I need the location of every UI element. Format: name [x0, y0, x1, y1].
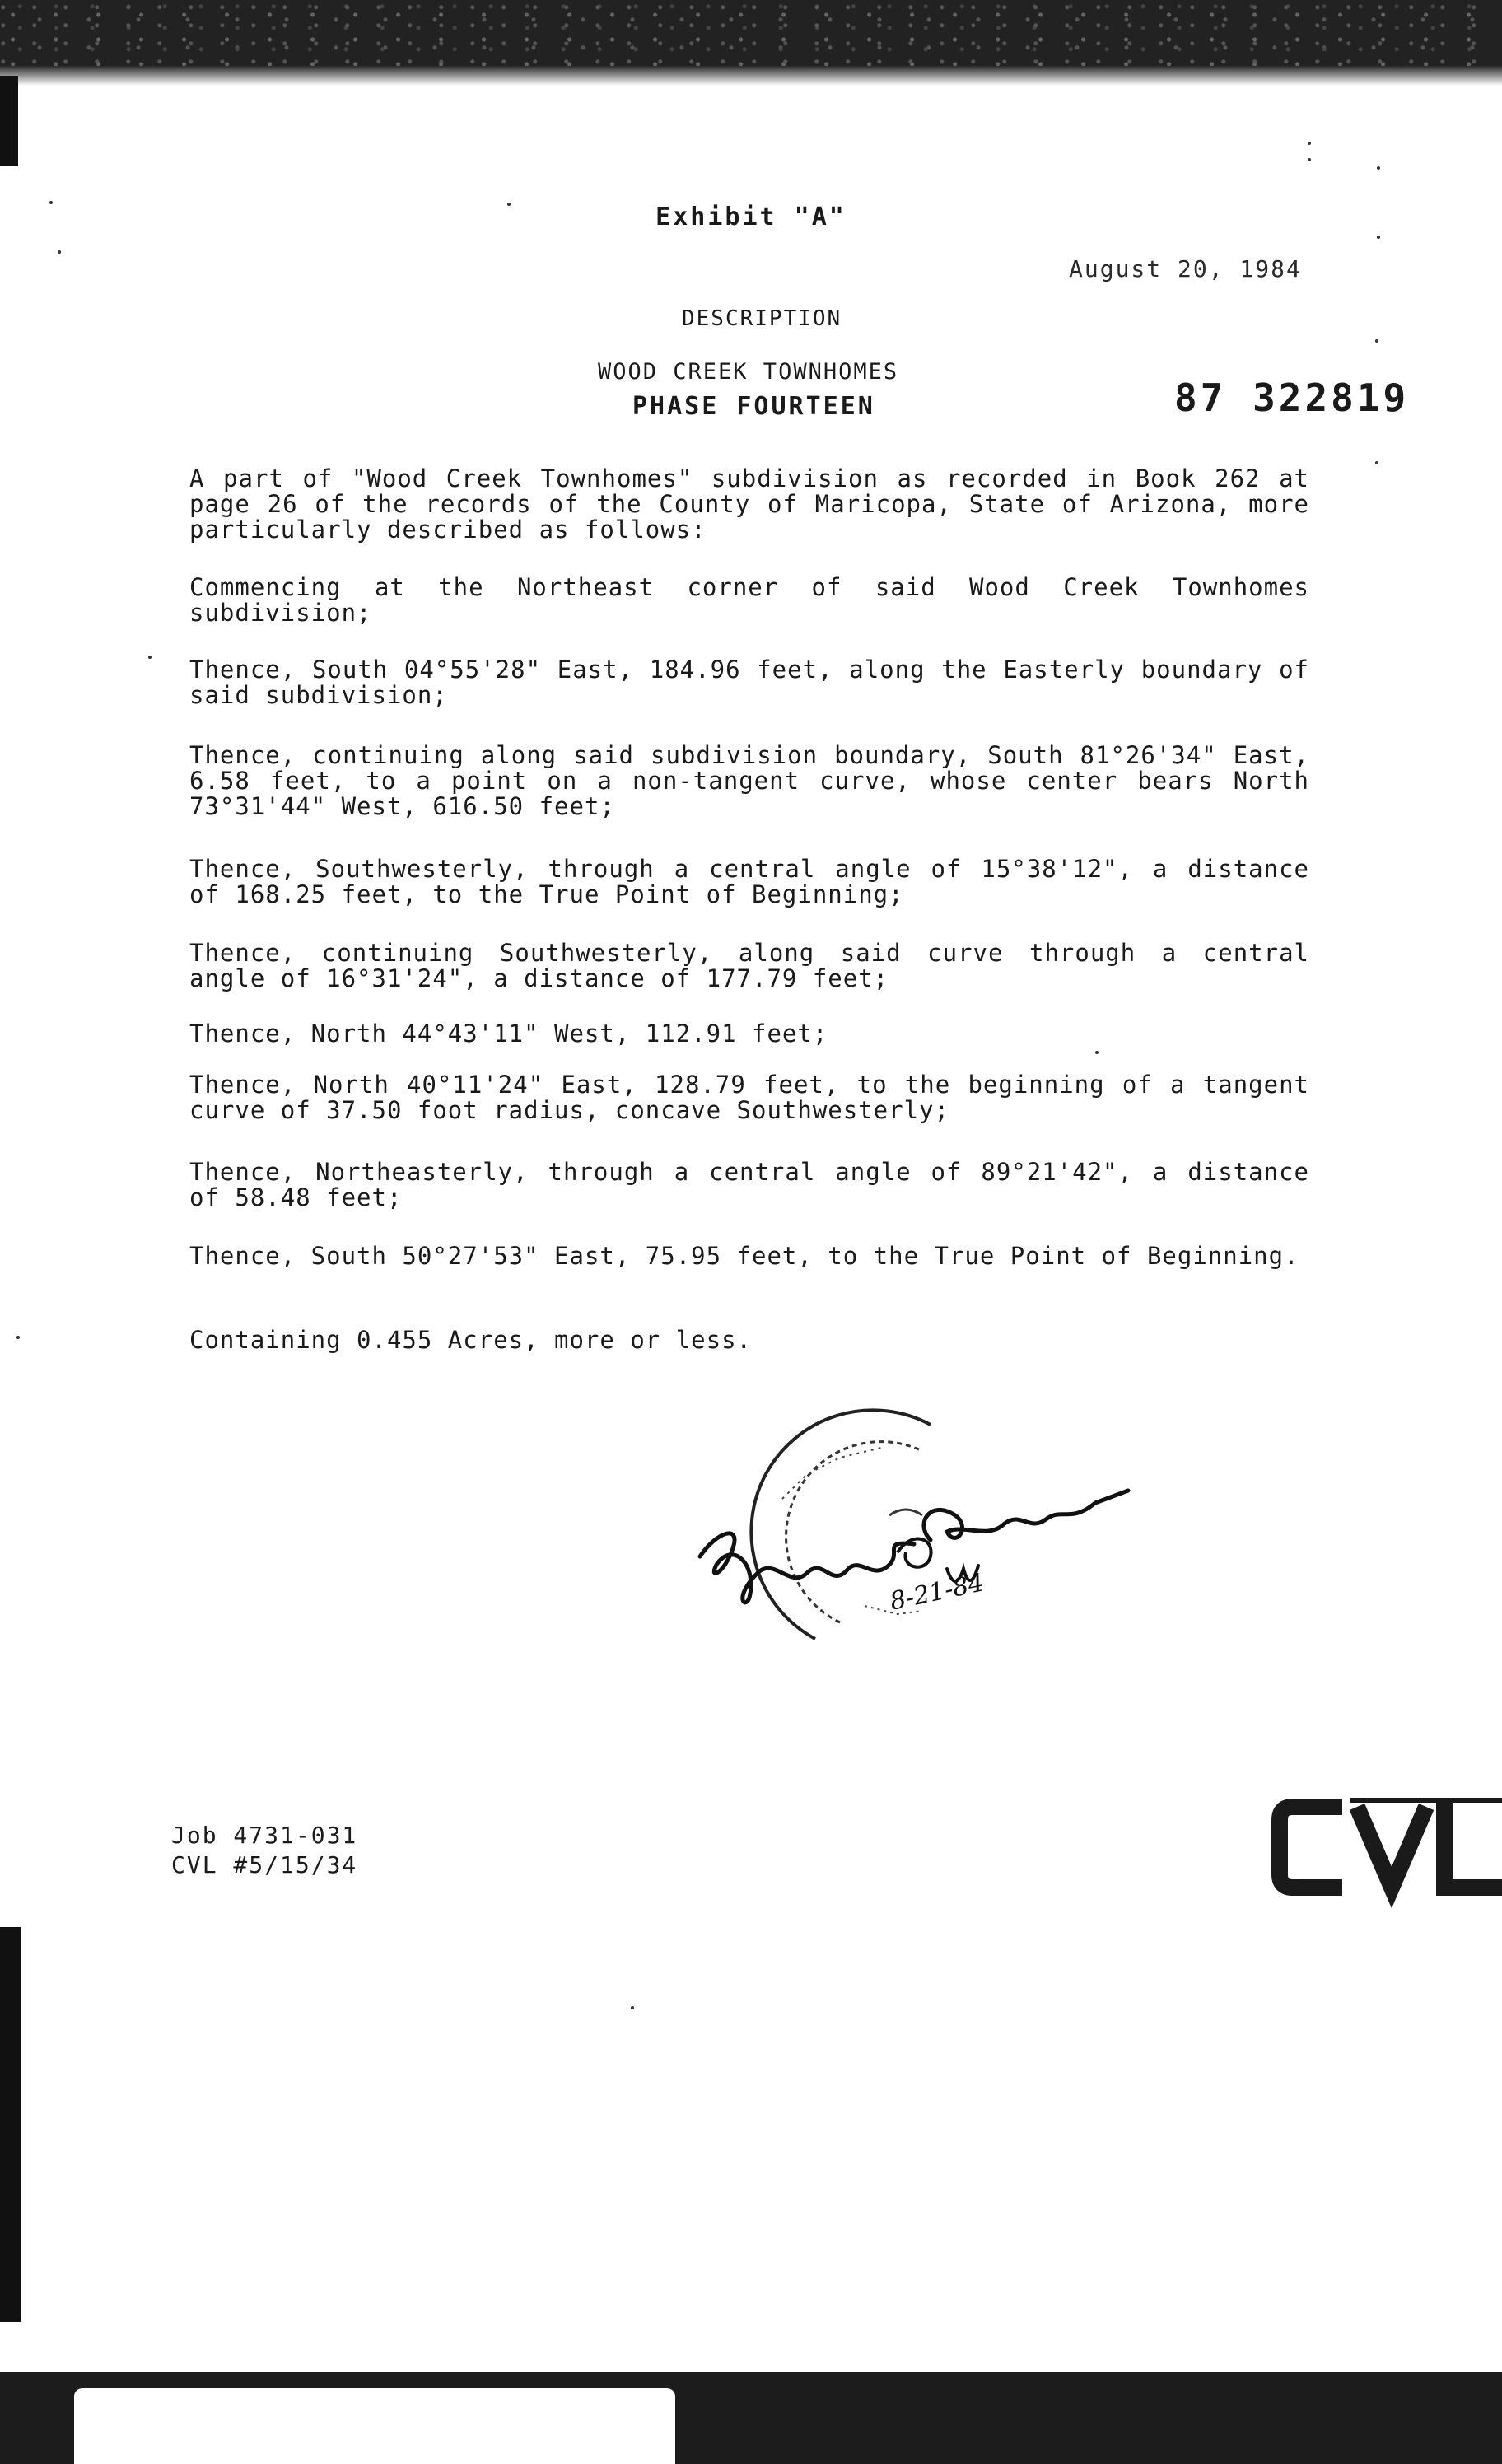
scan-mark-left-bottom — [0, 1927, 21, 2322]
signature-date: 8-21-84 — [887, 1568, 987, 1617]
exhibit-title: Exhibit "A" — [655, 203, 847, 231]
legal-paragraph: A part of "Wood Creek Townhomes" subdivision as recorded in Book 262 at page 26 of the records of the County of Maricopa, State of Arizona, more particularly described as follows: — [189, 464, 1309, 544]
scan-speck — [16, 1336, 20, 1339]
legal-paragraph: Commencing at the Northeast corner of said Wood Creek Townhomes subdivision; — [189, 573, 1309, 627]
legal-paragraph: Thence, South 50°27'53" East, 75.95 feet, to the True Point of Beginning. — [189, 1242, 1299, 1270]
scan-speck — [1308, 158, 1311, 161]
legal-paragraph: Containing 0.455 Acres, more or less. — [189, 1326, 753, 1354]
scan-border-top-edge — [0, 66, 1502, 86]
scan-speck — [1377, 166, 1380, 170]
scan-speck — [631, 2006, 634, 2009]
phase-label: PHASE FOURTEEN — [632, 392, 875, 421]
recording-number: 87 322819 — [1174, 376, 1410, 420]
cvl-logo — [1268, 1795, 1502, 1911]
scan-speck — [1095, 1051, 1099, 1054]
seal-signature-graphic — [683, 1400, 1145, 1672]
surveyor-seal-signature — [683, 1400, 1145, 1672]
scan-label-patch — [74, 2388, 675, 2464]
document-date: August 20, 1984 — [1069, 255, 1302, 282]
scan-speck — [1308, 142, 1311, 145]
description-heading: DESCRIPTION — [682, 306, 842, 331]
scan-speck — [1375, 339, 1378, 343]
legal-paragraph: Thence, continuing Southwesterly, along said curve through a central angle of 16°31'24", a distance of 177.79 feet; — [189, 939, 1309, 992]
scan-speck — [1375, 461, 1378, 464]
scan-border-top — [0, 0, 1502, 76]
legal-paragraph: Thence, North 40°11'24" East, 128.79 feet, to the beginning of a tangent curve of 37.50 foot radius, concave Southwesterly; — [189, 1071, 1309, 1124]
legal-paragraph: Thence, North 44°43'11" West, 112.91 feet; — [189, 1020, 828, 1048]
legal-paragraph: Thence, continuing along said subdivision boundary, South 81°26'34" East, 6.58 feet, to a point on a non-tangent curve, whose center bears North 73°31'44" West, 616.50 feet; — [189, 741, 1309, 820]
scan-mark-left-top — [0, 76, 18, 166]
legal-paragraph: Thence, Southwesterly, through a central angle of 15°38'12", a distance of 168.25 feet, to the True Point of Beginning; — [189, 855, 1309, 908]
legal-paragraph: Thence, Northeasterly, through a central angle of 89°21'42", a distance of 58.48 feet; — [189, 1158, 1309, 1211]
scan-speck — [58, 250, 61, 254]
scan-speck — [1377, 236, 1380, 239]
scan-speck — [148, 656, 152, 659]
cvl-logo-graphic — [1268, 1795, 1502, 1911]
subdivision-name: WOOD CREEK TOWNHOMES — [598, 359, 899, 385]
job-number: Job 4731-031 — [171, 1822, 358, 1849]
cvl-reference: CVL #5/15/34 — [171, 1851, 358, 1878]
legal-paragraph: Thence, South 04°55'28" East, 184.96 feet, along the Easterly boundary of said subdivision; — [189, 656, 1309, 709]
